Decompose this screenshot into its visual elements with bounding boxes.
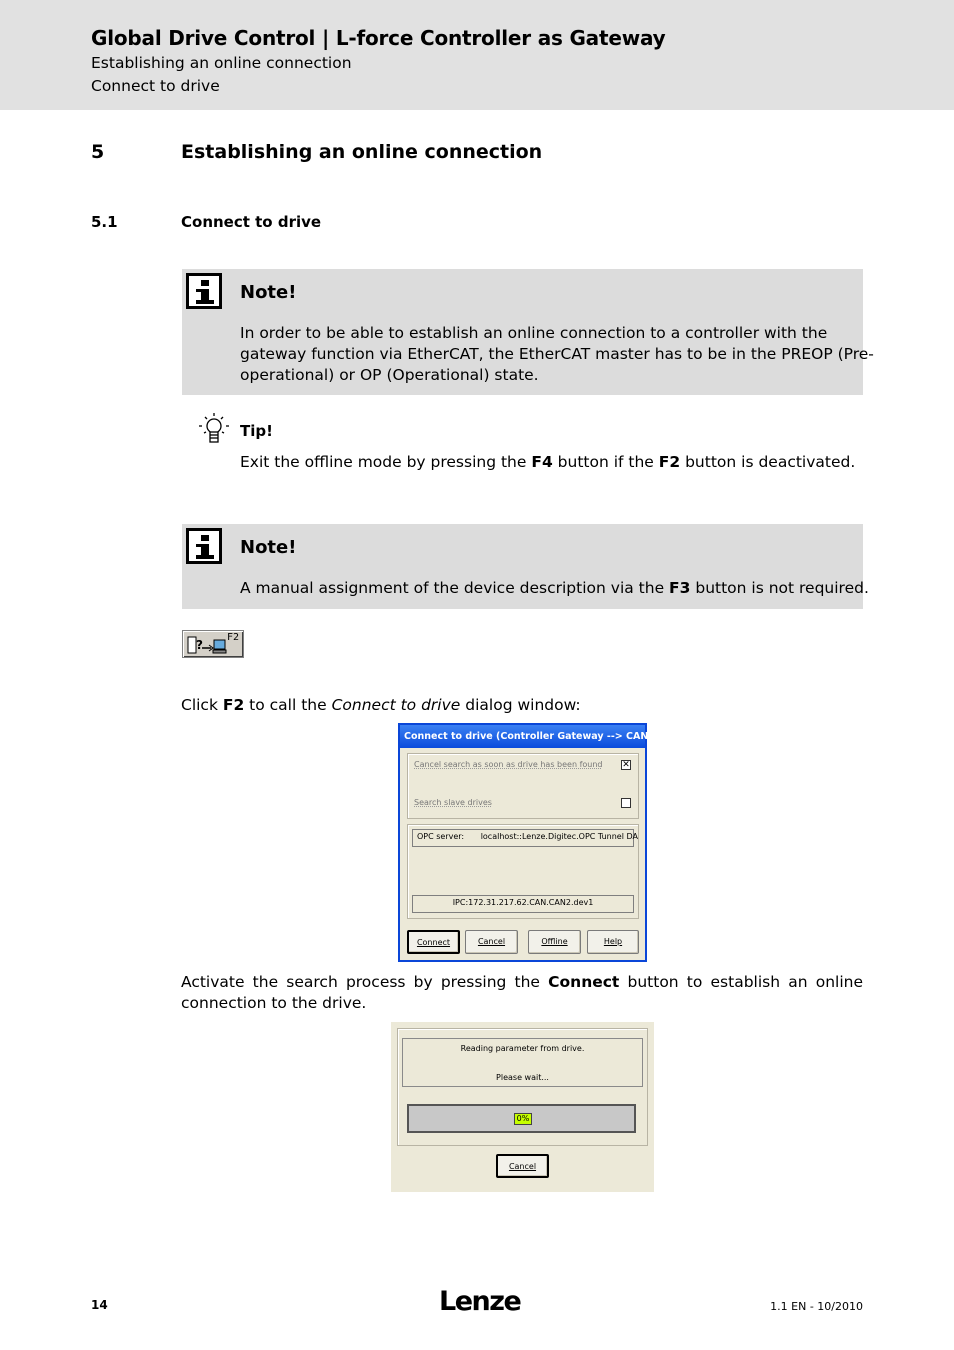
note-text-line-3: operational) or OP (Operational) state. (240, 366, 539, 384)
instruction-text-2: Activate the search process by pressing the Connect button to establish an online (181, 973, 863, 991)
header-section: Connect to drive (91, 77, 220, 95)
cancel-search-checkbox[interactable]: ✕ (622, 760, 630, 770)
connect-drive-icon (187, 634, 227, 656)
reading-message: Reading parameter from drive. (460, 1044, 585, 1053)
instruction-text-1: Click F2 to call the Connect to drive dialog window: (181, 696, 581, 714)
note-title-2: Note! (240, 537, 297, 558)
header-chapter: Establishing an online connection (91, 54, 352, 72)
instruction-text-2b: connection to the drive. (181, 994, 367, 1012)
chapter-title: Establishing an online connection (181, 141, 543, 163)
lightbulb-icon (196, 411, 232, 447)
search-slave-label: Search slave drives (414, 798, 492, 807)
info-icon (186, 273, 222, 309)
section-title: Connect to drive (181, 213, 322, 231)
f2-label: F2 (226, 632, 239, 643)
note-text-line-1: In order to be able to establish an online connection to a controller with the (240, 324, 828, 342)
connect-button[interactable]: Connect (407, 930, 460, 954)
help-button[interactable]: Help (587, 930, 639, 954)
opc-server-label: OPC server: (417, 832, 465, 841)
cancel-search-label: Cancel search as soon as drive has been found (414, 760, 603, 769)
note-text-2: A manual assignment of the device description via the F3 button is not required. (240, 579, 869, 597)
tip-title: Tip! (240, 422, 273, 440)
document-version: 1.1 EN - 10/2010 (770, 1300, 863, 1313)
message-box (402, 1038, 643, 1087)
opc-server-field (412, 829, 638, 847)
offline-button[interactable]: Offline (528, 930, 581, 954)
progress-cancel-button[interactable]: Cancel (496, 1154, 549, 1178)
f2-connect-button (182, 630, 244, 658)
opc-server-value: localhost::Lenze.Digitec.OPC Tunnel DA (480, 832, 638, 841)
progress-bar (407, 1104, 636, 1133)
chapter-number: 5 (91, 141, 105, 163)
lenze-logo: Lenze (439, 1286, 521, 1317)
page-number: 14 (91, 1298, 108, 1312)
device-address-field: IPC:172.31.217.62.CAN.CAN2.dev1 (412, 895, 634, 913)
search-slave-checkbox[interactable] (621, 798, 631, 808)
info-icon (186, 528, 222, 564)
tip-text: Exit the offline mode by pressing the F4 button if the F2 button is deactivated. (240, 453, 856, 471)
svg-text:?: ? (196, 638, 203, 652)
section-number: 5.1 (91, 213, 118, 231)
note-title-1: Note! (240, 282, 297, 303)
wait-message: Please wait... (496, 1073, 549, 1082)
cancel-button[interactable]: Cancel (465, 930, 518, 954)
dialog-title: Connect to drive (Controller Gateway --> CAN) (400, 725, 645, 748)
doc-title: Global Drive Control | L-force Controller as Gateway (91, 26, 666, 50)
progress-percent: 0% (514, 1113, 532, 1125)
connect-to-drive-dialog (398, 723, 653, 962)
note-text-line-2: gateway function via EtherCAT, the EtherCAT master has to be in the PREOP (Pre- (240, 345, 874, 363)
